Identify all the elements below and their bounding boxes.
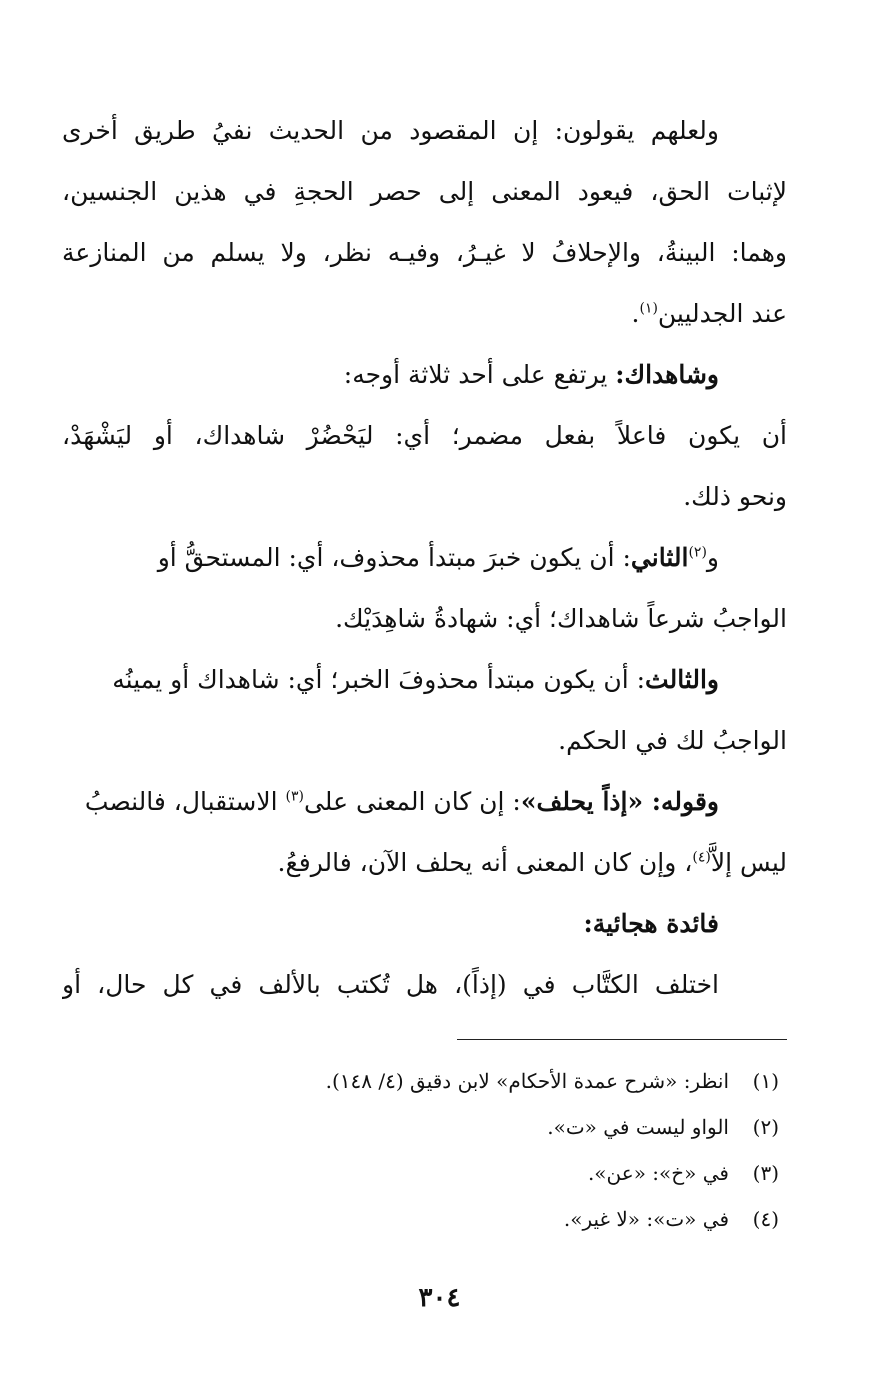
text-span: ولعلهم يقولون: إن المقصود من الحديث نفيُ طريق أخرى — [62, 116, 719, 145]
footnote-text: في «خ»: «عن». — [587, 1161, 729, 1185]
text-span: ليس إلاَّ — [710, 848, 787, 877]
text-span: الواجبُ لك في الحكم. — [558, 726, 787, 755]
text-line — [62, 222, 787, 283]
text-line — [62, 588, 787, 649]
text-span: الواجبُ شرعاً شاهداك؛ أي: شهادةُ شاهِدَيْك. — [335, 604, 787, 633]
section-heading — [62, 893, 787, 954]
bold-term: وقوله: — [643, 787, 719, 816]
text-line — [62, 161, 787, 222]
text-line — [62, 100, 787, 161]
footnote-number: (٣) — [752, 1161, 779, 1185]
text-span: لإثبات الحق، فيعود المعنى إلى حصر الحجةِ في هذين الجنسين، — [62, 177, 787, 206]
text-line — [62, 771, 787, 832]
text-line — [62, 344, 787, 405]
text-span: عند الجدليين — [657, 299, 787, 328]
footnote-ref[interactable]: (٤) — [692, 849, 711, 866]
text-span: و — [706, 543, 719, 572]
footnote-text: انظر: «شرح عمدة الأحكام» لابن دقيق (٤/ ١٤٨). — [325, 1069, 729, 1093]
text-span: : أن يكون مبتدأ محذوفَ الخبر؛ أي: شاهداك أو يمينُه — [112, 665, 646, 694]
text-span: اختلف الكتَّاب في (إذاً)، هل تُكتب بالألف في كل حال، أو — [62, 970, 719, 999]
text-line — [62, 466, 787, 527]
bold-term: الثاني — [630, 543, 689, 572]
text-span: : إن كان المعنى على — [303, 787, 521, 816]
footnote — [159, 1104, 779, 1150]
footnote-number: (٤) — [752, 1207, 779, 1231]
footnote-ref[interactable]: (٣) — [285, 788, 304, 805]
heading-text: فائدة هجائية: — [583, 909, 719, 938]
text-span: وهما: البينةُ، والإحلافُ لا غيـرُ، وفيـه نظر، ولا يسلم من المنازعة — [62, 238, 787, 267]
bold-term: وشاهداك: — [615, 360, 719, 389]
footnotes — [159, 1058, 779, 1242]
footnote-ref[interactable]: (٢) — [688, 544, 707, 561]
page-number: ٣٠٤ — [418, 1283, 461, 1313]
text-span: الاستقبال، فالنصبُ — [84, 787, 286, 816]
footnote-divider — [457, 1039, 787, 1040]
text-line — [62, 954, 787, 1015]
footnote-number: (١) — [752, 1069, 779, 1093]
text-span: : أن يكون خبرَ مبتدأ محذوف، أي: المستحقُّ أو — [157, 543, 631, 572]
text-span: . — [631, 299, 640, 328]
text-span: ، وإن كان المعنى أنه يحلف الآن، فالرفعُ. — [277, 848, 693, 877]
main-text — [62, 100, 787, 1015]
footnote — [159, 1058, 779, 1104]
footnote-number: (٢) — [752, 1115, 779, 1139]
footnote — [159, 1196, 779, 1242]
text-line — [62, 527, 787, 588]
text-line — [62, 710, 787, 771]
footnote-text: الواو ليست في «ت». — [547, 1115, 729, 1139]
bold-term: «إذاً يحلف» — [520, 787, 644, 816]
text-line — [62, 832, 787, 893]
footnote-ref[interactable]: (١) — [639, 300, 658, 317]
bold-term: والثالث — [645, 665, 719, 694]
text-span: يرتفع على أحد ثلاثة أوجه: — [343, 360, 616, 389]
footnote — [159, 1150, 779, 1196]
text-line — [62, 649, 787, 710]
footnote-text: في «ت»: «لا غير». — [563, 1207, 729, 1231]
text-span: ونحو ذلك. — [683, 482, 787, 511]
text-line — [62, 405, 787, 466]
text-span: أن يكون فاعلاً بفعل مضمر؛ أي: ليَحْضُرْ شاهداك، أو ليَشْهَدْ، — [62, 421, 787, 450]
text-line — [62, 283, 787, 344]
